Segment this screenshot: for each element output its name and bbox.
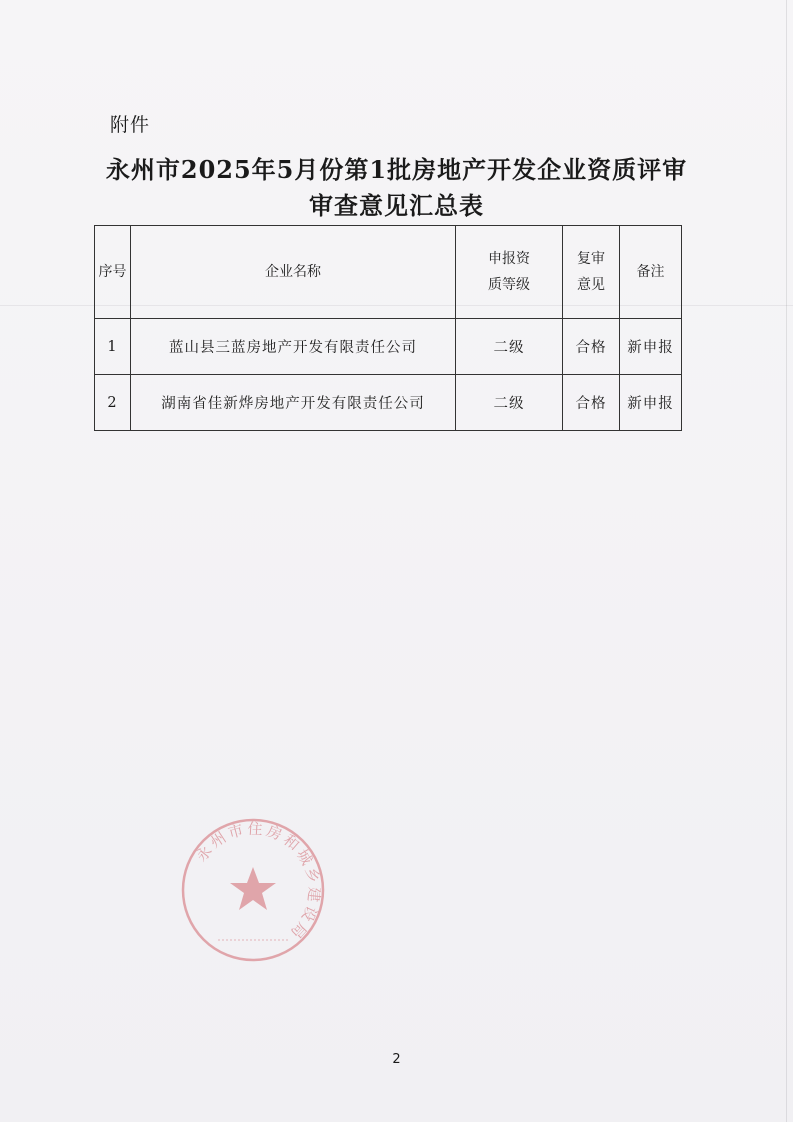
official-seal-icon xyxy=(178,815,328,965)
table-header-row xyxy=(95,226,682,319)
document-title-line1: 永州市2025年5月份第1批房地产开发企业资质评审 xyxy=(105,155,688,184)
cell-seq: 2 xyxy=(95,375,131,431)
attachment-label: 附件 xyxy=(110,114,151,136)
header-review xyxy=(563,226,620,319)
cell-grade: 二级 xyxy=(456,375,563,431)
header-note: 备注 xyxy=(620,226,682,319)
cell-review: 合格 xyxy=(563,319,620,375)
table-row xyxy=(95,319,682,375)
seal-star-icon xyxy=(230,867,276,910)
page-number: 2 xyxy=(392,1052,401,1067)
header-grade-line1: 申报资 xyxy=(488,251,530,267)
cell-note: 新申报 xyxy=(620,375,682,431)
cell-note: 新申报 xyxy=(620,319,682,375)
header-grade xyxy=(456,226,563,319)
header-seq: 序号 xyxy=(95,226,131,319)
cell-grade: 二级 xyxy=(456,319,563,375)
header-company: 企业名称 xyxy=(131,226,456,319)
table-row xyxy=(95,375,682,431)
cell-review: 合格 xyxy=(563,375,620,431)
header-grade-line2: 质等级 xyxy=(488,277,530,293)
cell-company: 湖南省佳新烨房地产开发有限责任公司 xyxy=(131,375,456,431)
header-review-line2: 意见 xyxy=(577,277,605,293)
header-review-line1: 复审 xyxy=(577,251,605,267)
seal-text: 永州市住房和城乡建设局 xyxy=(192,819,324,945)
document-title-line2: 审查意见汇总表 xyxy=(309,191,484,220)
cell-seq: 1 xyxy=(95,319,131,375)
summary-table xyxy=(94,225,682,431)
scan-edge-line xyxy=(786,0,787,1122)
cell-company: 蓝山县三蓝房地产开发有限责任公司 xyxy=(131,319,456,375)
